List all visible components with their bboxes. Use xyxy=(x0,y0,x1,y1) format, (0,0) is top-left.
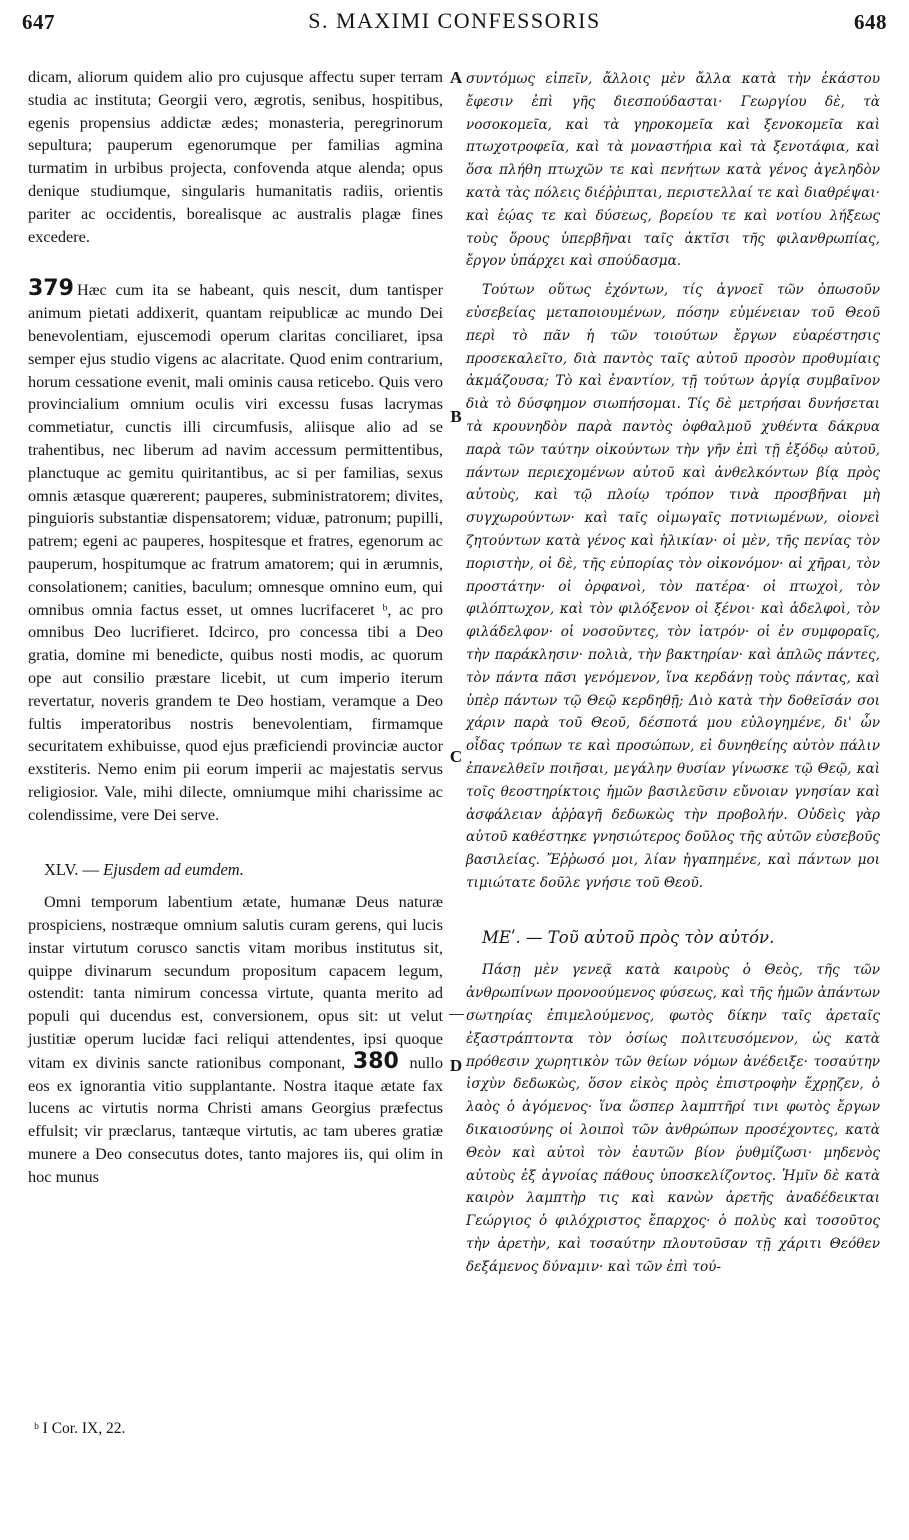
section-marker-b: B xyxy=(450,407,462,426)
footnote: ᵇ I Cor. IX, 22. xyxy=(34,1420,126,1437)
greek-column xyxy=(466,68,880,1279)
greek-letter-heading xyxy=(466,927,880,950)
right-page-number: 648 xyxy=(854,10,887,34)
section-marker-c: C xyxy=(449,747,463,766)
latin-paragraph-1: dicam, aliorum quidem alio pro cujusque affectu super terram studia ac instituta; Georgii vero, ægrotis, senibus, hospitibus, egenis propensius addictæ ædes; monasteria, peregrinorum sepultura; pauperum egenorumque per familias agmina turmatim in urbibus projecta, confovenda atque alenda; opus denique studiumque, singularis humanitatis radiis, orientis pariter ac occidentis, borealisque ac australis plagæ fines excedere. xyxy=(28,67,443,246)
greek-paragraph-2: Τούτων οὕτως ἐχόντων, τίς ἀγνοεῖ τῶν ὁπωσοῦν εὐσεβείας μεταποιουμένων, πόσην εὐμένειαν τοῦ Θεοῦ περὶ τὸ πᾶν ἡ τῶν τοιούτων ἔργων εὐαρέστησις προσεκαλεῖτο, διὰ παντὸς ταῖς αὐτοῦ προσὸν προθυμίαις ἀκμάζουσα; Τὸ καὶ ἐναντίον, τῇ τούτων ἀργίᾳ συμβαῖνον διὰ τὸ δύσφημον σιωπήσομαι. Τίς δὲ μετρήσαι δυνήσεται τὰ κρουνηδὸν παρὰ παντὸς ὀφθαλμοῦ χυθέντα δάκρυα παρὰ τῶν ταύτην οἰκούντων τὴν γῆν ἐπὶ τῇ ἐξόδῳ αὐτοῦ, πάντων περιεχομένων αὐτοῦ καὶ ἀνθελκόντων βίᾳ πρὸς αὐτοὺς, καὶ τῷ πλοίῳ τρόπον τινὰ προσβῆναι μὴ συγχωρούντων· καὶ ταῖς οἰμωγαῖς ποτνιωμένων, οἱονεὶ ζητούντων κατὰ γένος καὶ ἡλικίαν· οἱ μὲν, τῆς πενίας τὸν ποριστὴν, οἱ δὲ, τῆς εὐπορίας τὸν οἰκονόμον· αἱ χῆραι, τὸν προστάτην· οἱ ὀρφανοὶ, τὸν πατέρα· οἱ πτωχοὶ, τὸν φιλόπτωχον, καὶ τὸν φιλόξενον οἱ ξένοι· καὶ ἀδελφοὶ, τὸν φιλάδελφον· οἱ νοσοῦντες, τὸν ἰατρόν· οἱ ἐν συμφοραῖς, τὴν παράκλησιν· πολιὰ, τὴν βακτηρίαν· καὶ ἁπλῶς πάντες, τὸν πάντα πᾶσι γενόμενον, ἵνα κερδάνῃ τοὺς πάντας, καὶ ὑπὲρ πάντων τῷ Θεῷ κερδηθῇ; Διὸ κατὰ τὴν δοθεῖσάν σοι χάριν παρὰ τοῦ Θεοῦ, δέσποτά μου εὐλογημένε, δι' ὧν οἶδας τρόπων τε καὶ προσώπων, εἰ δυνηθείης αὐτὸν πάλιν ἐπανελθεῖν ποιῆσαι, μεγάλην θυσίαν γίνωσκε τῷ Θεῷ, καὶ τοῖς θεοστηρίκτοις ἡμῶν βασιλεῦσιν εὔνοιαν γνησίαν καὶ ἀσφάλειαν ἀῤῥαγῆ δεδωκὼς τὴν προβολήν. Οὐδεὶς γὰρ αὐτοῦ καθέστηκε γνησιώτερος δοῦλος τῆς αὐτῶν εὐσεβοῦς βασιλείας. Ἔῤῥωσό μοι, λίαν ἠγαπημένε, καὶ πάντων μοι τιμιώτατε δοῦλε γνήσιε τοῦ Θεοῦ. xyxy=(466,282,880,891)
greek-paragraph-1: συντόμως εἰπεῖν, ἄλλοις μὲν ἄλλα κατὰ τὴν ἑκάστου ἔφεσιν ἐπὶ γῆς διεσπούδασται· Γεωργίου δὲ, τὰ νοσοκομεῖα, καὶ τὰ γηροκομεῖα καὶ ξενοκομεῖα καὶ πτωχοτροφεῖα, καὶ τὰ μοναστήρια καὶ τὰ ξενοτάφια, καὶ ὅσα πλήθη πτωχῶν τε καὶ πενήτων κατὰ γένος ἀγεληδὸν κατὰ τὰς πόλεις διέῤῥιπται, περιστελλαί τε καὶ διαθρέψαι· καὶ ἑῴας τε καὶ δύσεως, βορείου τε καὶ νοτίου λήξεως τοὺς ὅρους ὑπερβῆναι ταῖς ἀκτῖσι τῆς φιλανθρωπίας, ἔργον ὑπάρχει καὶ σπούδασμα. xyxy=(466,71,880,270)
latin-letter-number: XLV. — xyxy=(44,859,100,879)
column-divider-rule xyxy=(449,1014,464,1015)
latin-paragraph-3 xyxy=(28,891,443,1188)
latin-column xyxy=(28,66,443,1189)
greek-paragraph-3: Πάσῃ μὲν γενεᾷ κατὰ καιροὺς ὁ Θεὸς, τῆς τῶν ἀνθρωπίνων προνοούμενος φύσεως, καὶ τῆς ἡμῶν ἁπάντων σωτηρίας ἐπιμελούμενος, φωτὸς δίκην ταῖς ἀρεταῖς ἐξαστράπτοντα τὸν ὁσίως πολιτευσόμενον, ὡς κατὰ πρόθεσιν χωρητικὸν τῶν θείων νόμων ἀνέδειξε· τοσαύτην ἰσχὺν δεδωκὼς, ὅσον εἰκὸς πρὸς ἐπιστροφὴν ἔχρῃζεν, ὁ λαὸς ὁ ἀγόμενος· ἵνα ὥσπερ λαμπτῆρί τινι φωτὸς ἔργων δικαιοσύνης οἱ λοιποὶ τῶν ἀνθρώπων προσέχοντες, κατὰ Θεὸν καὶ αὐτοὶ τὸν ἑαυτῶν βίον ῥυθμίζωσι· μηδενὸς αὐτοὺς ἐξ ἀγνοίας πάθους ὑποσκελίζοντος. Ἡμῖν δὲ κατὰ καιρὸν λαμπτὴρ τις καὶ κανὼν ἀρετῆς ἀναδέδεικται Γεώργιος ὁ φιλόχριστος ἔπαρχος· ὁ πολὺς καὶ τοσοῦτος τὴν ἀρετὴν, καὶ τοσαύτην πλουτοῦσαν τῇ χάριτι Θεόθεν δεξάμενος δύναμιν· καὶ τῶν ἐπὶ τού- xyxy=(466,962,880,1275)
latin-paragraph-2-text: Hæc cum ita se habeant, quis nescit, dum tantisper animum pietati addixerit, quantam reipublicæ ac mundo Dei benevolentiam, ejuscemodi operum claritas conciliaret, ipsa semper ejus studio vigens ac alacritate. Quod enim contrarium, horum cessatione evenit, mali ominis causa reticebo. Quis vero provincialium omnium oculis viri excessu fusas lacrymas commetiatur, cunctis illi circumfusis, aliisque alio ad se trahentibus, nec liberum ad navim accessum permittentibus, planctuque ac gemitu quiritantibus, ac si per familias, sexus omnis ætasque quærerent; pauperes, subministratorem; divites, pinguioris substantiæ dispensatorem; viduæ, patronum; pupilli, patrem; egeni ac pauperes, hospitesque et fratres, egenorum ac pauperum, hospitumque ac fratrum amatorem; qui in ærumnis, consolationem; canities, baculum; omnesque omnino eum, qui omnibus omnia factus esset, ut omnes lucrifaceret ᵇ, ac pro omnibus Deo lucrifieret. Idcirco, pro concessa tibi a Deo gratia, domine mi benedicte, quibus nosti modis, ac quorum ope aut consilio præstare licebit, ut cum imperio iterum revertatur, noveris grandem te Deo hostiam, veramque a Deo fultis imperatoribus nostris benevolentiam, firmamque securitatem exhibuisse, quod ejus præficiendi provinciæ auctor exstiteris. Nemo enim pii eorum imperii ac majestatis servus religiosior. Vale, mihi dilecte, omniumque mihi charissime ac colendissime, vere Dei serve. xyxy=(28,280,443,824)
greek-letter-number: ΜΕʹ. — xyxy=(482,927,543,947)
margin-number-380: 380 xyxy=(352,1048,399,1074)
margin-number-379: 379 xyxy=(28,276,74,302)
latin-letter-heading xyxy=(28,859,443,882)
section-marker-a: A xyxy=(449,68,463,87)
left-page-number: 647 xyxy=(22,10,55,34)
latin-paragraph-3a: Omni temporum labentium ætate, humanæ Deus naturæ prospiciens, nostræque omnium salutis curam gerens, qui lucis instar virtutum corusco sanctis vitam moribus institutus sit, quippe divinarum secundum propositum capacem legum, ostendit: tanta nimirum concessa virtute, quanta merito ad populi qui ducendus est, conversionem, opus sit: ut velut justitiæ operum lucidæ faci reliqui attendentes, ipsi quoque vitam ex divinis sancte rationibus componant, xyxy=(28,892,443,1072)
latin-letter-title: Ejusdem ad eumdem. xyxy=(103,859,244,879)
latin-paragraph-2 xyxy=(28,278,443,826)
section-marker-d: D xyxy=(449,1056,463,1075)
latin-paragraph-3b: nullo eos ex ignorantia vitio supplantante. Nostra itaque ætate fax lucens ac virtutis norma Christi amans Georgius præfectus effulsit; vir præclarus, tantæque virtutis, ac tam uberes gratiæ munere a Deo consecutus dotes, tanto majores iis, qui olim in hoc munus xyxy=(28,1052,443,1186)
greek-letter-title: Τοῦ αὐτοῦ πρὸς τὸν αὐτόν. xyxy=(547,927,775,947)
running-title: S. MAXIMI CONFESSORIS xyxy=(308,8,601,33)
page-header xyxy=(22,6,887,40)
